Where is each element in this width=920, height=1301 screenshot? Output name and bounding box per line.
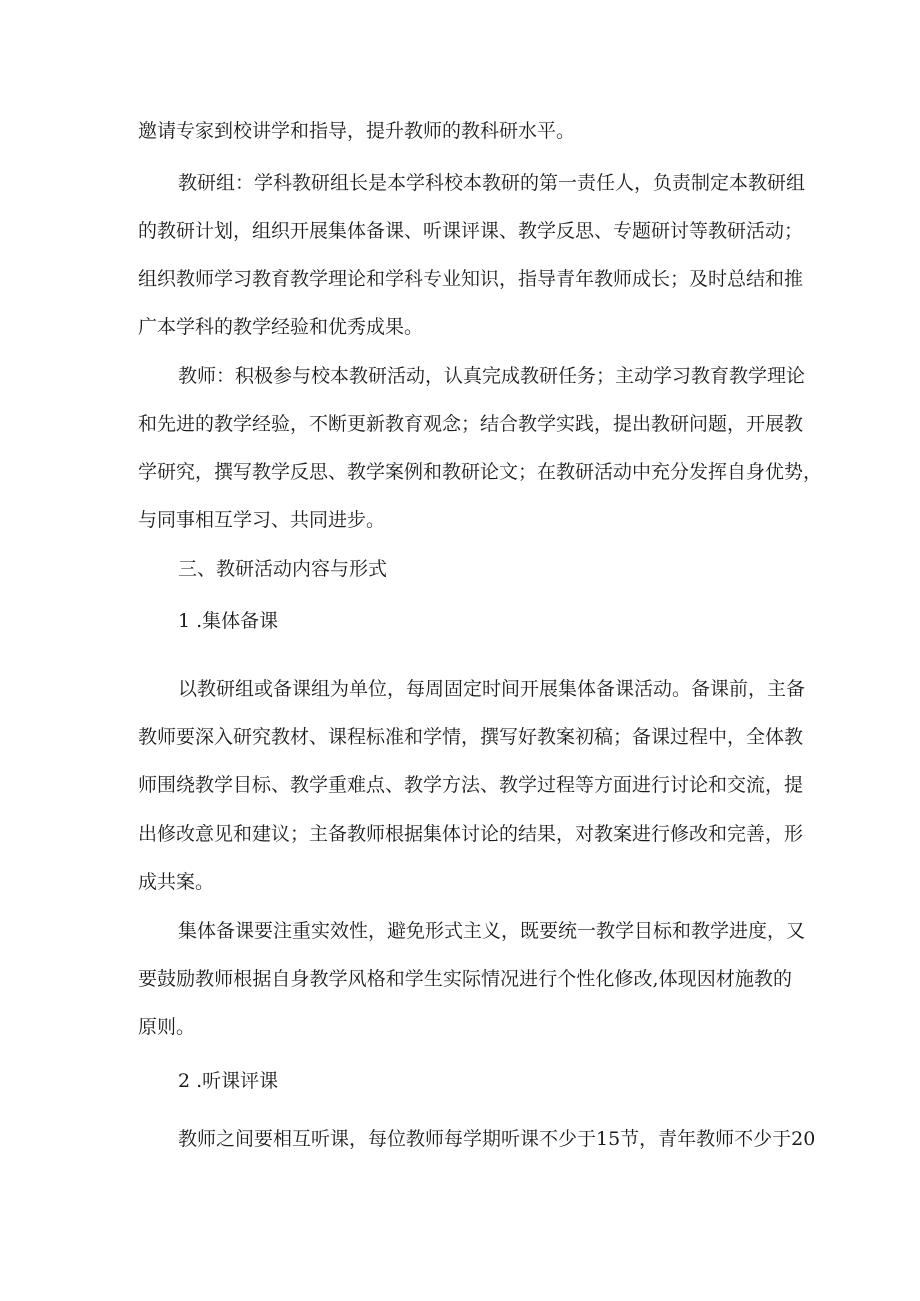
paragraph-line: 教研组：学科教研组长是本学科校本教研的第一责任人，负责制定本教研组 [178, 172, 806, 194]
paragraph-line: 要鼓励教师根据自身教学风格和学生实际情况进行个性化修改,体现因材施教的 [138, 968, 792, 990]
paragraph-line: 教师之间要相互听课，每位教师每学期听课不少于15节，青年教师不少于20 [178, 1128, 816, 1150]
paragraph-line: 组织教师学习教育教学理论和学科专业知识，指导青年教师成长；及时总结和推 [138, 268, 804, 290]
paragraph-line: 学研究，撰写教学反思、教学案例和教研论文；在教研活动中充分发挥自身优势， [138, 461, 823, 483]
paragraph-line: 的教研计划，组织开展集体备课、听课评课、教学反思、专题研讨等教研活动； [138, 220, 804, 242]
paragraph-line: 成共案。 [138, 871, 215, 893]
paragraph-line: 教师要深入研究教材、课程标准和学情，撰写好教案初稿；备课过程中，全体教 [138, 726, 804, 748]
paragraph-line: 原则。 [138, 1016, 196, 1038]
subsection-heading: 1 .集体备课 [178, 610, 279, 632]
subsection-heading: 2 .听课评课 [178, 1070, 279, 1092]
paragraph-line: 广本学科的教学经验和优秀成果。 [138, 316, 424, 338]
paragraph-line: 出修改意见和建议；主备教师根据集体讨论的结果，对教案进行修改和完善，形 [138, 823, 804, 845]
paragraph-line: 与同事相互学习、共同进步。 [138, 509, 386, 531]
paragraph-line: 邀请专家到校讲学和指导，提升教师的教科研水平。 [138, 120, 576, 142]
paragraph-line: 教师：积极参与校本教研活动，认真完成教研任务；主动学习教育教学理论 [178, 365, 806, 387]
paragraph-line: 以教研组或备课组为单位，每周固定时间开展集体备课活动。备课前，主备 [178, 678, 806, 700]
paragraph-line: 和先进的教学经验，不断更新教育观念；结合教学实践，提出教研问题，开展教 [138, 413, 804, 435]
paragraph-line: 集体备课要注重实效性，避免形式主义，既要统一教学目标和教学进度，又 [178, 920, 806, 942]
section-heading: 三、教研活动内容与形式 [178, 558, 388, 580]
paragraph-line: 师围绕教学目标、教学重难点、教学方法、教学过程等方面进行讨论和交流，提 [138, 774, 804, 796]
